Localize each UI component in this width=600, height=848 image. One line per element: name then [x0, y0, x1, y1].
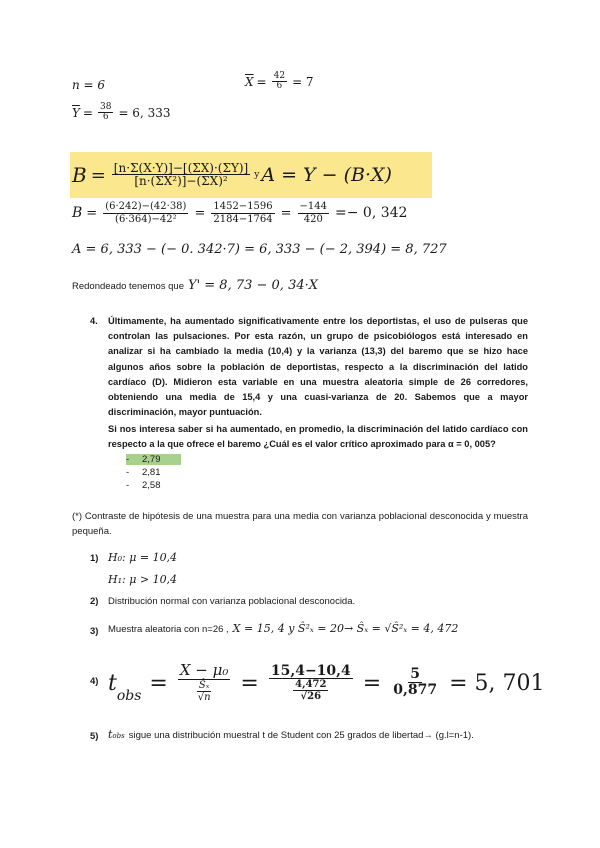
b-calculation: B = $\frac{(6\cdot 242)-(42\cdot 38)}{\text{(6·364)−42²}}$ = $\frac{1452-1596}{2184-1764}$ = $\frac{-144}{420}$ =− 0, 342: [72, 201, 408, 225]
xbar-numerator: 42: [273, 71, 286, 81]
t-values-den-num: 4,472: [295, 679, 327, 691]
b-calc-den-3: 420: [303, 213, 323, 225]
step-3-line: [108, 622, 458, 635]
b-calc-fraction-3: [298, 202, 329, 225]
b-calc-num-1: (6·242)−(42·38): [105, 201, 187, 212]
question-number: 4.: [90, 316, 98, 326]
a-formula: A = Y − (B·X): [261, 164, 392, 186]
t-general-denominator: [195, 680, 213, 703]
xbar-symbol: $\overline{X}$: [245, 75, 254, 90]
t-general-den-num: Ŝₓ: [198, 679, 210, 691]
t-general-numerator: X − μ₀: [179, 661, 229, 680]
step-4-number: 4): [90, 676, 99, 687]
xbar-denominator: 6: [276, 81, 283, 92]
ybar-denominator: 6: [102, 112, 109, 123]
answer-options: [126, 453, 181, 492]
step-2-text: Distribución normal con varianza poblacional desconocida.: [108, 596, 356, 607]
step-3-math: X = 15, 4 y Ŝ²ₓ = 20→ Ŝₓ = √Ŝ²ₓ = 4, 472: [232, 622, 459, 635]
t-general-den-den: √n: [197, 691, 211, 703]
step-5-t-symbol: t: [108, 728, 113, 741]
option-dash: -: [126, 480, 130, 491]
b-calc-result: =− 0, 342: [335, 205, 408, 222]
b-calc-num-2: 1452−1596: [213, 201, 273, 212]
rounded-line: [72, 278, 318, 293]
ybar-numerator: 38: [99, 102, 112, 112]
a-calculation: A = 6, 333 − (− 0. 342·7) = 6, 333 − (− 2, 394) = 8, 727: [72, 242, 447, 257]
option-value: 2,58: [142, 480, 161, 491]
step-5-text: sigue una distribución muestral t de Student con 25 grados de libertad→ (g.l=n-1).: [128, 730, 474, 741]
option-value: 2,81: [142, 467, 161, 478]
b-calc-fraction-2: [211, 202, 274, 225]
t-result-fraction: [391, 667, 439, 698]
step-3-number: 3): [90, 626, 99, 637]
option-dash: -: [126, 467, 130, 478]
t-result-numerator: 5: [410, 666, 421, 683]
b-calc-den-2: 2184−1764: [213, 213, 273, 225]
t-values-denominator: [291, 679, 330, 702]
t-result-denominator: 0,877: [393, 682, 438, 699]
b-formula-conjunction: y: [254, 170, 260, 180]
xbar-equation: $\overline{X}$ = $\frac{42}{6}$ = 7: [245, 71, 314, 92]
t-result-value: = 5, 701: [449, 670, 545, 696]
ybar-symbol: $\overline{Y}$: [72, 106, 80, 121]
hypothesis-h0: H₀: μ = 10,4: [108, 551, 178, 564]
t-values-den-den: √26: [300, 691, 322, 703]
b-calc-num-3: −144: [299, 201, 328, 212]
option-2-81[interactable]: [126, 466, 181, 479]
t-statistic-formula: t obs = $\frac{\text{X − μ₀}}{\frac{\text{Ŝₓ}}{√n}}$ = $\frac{15,4-10,4}{\frac{4,472}{√26}}$ = $\frac{5}{0,877}$ = 5, 701: [108, 661, 545, 704]
b-formula-denominator: [n·(ΣX²)]−(ΣX)²: [134, 174, 228, 189]
step-5-line: [108, 728, 474, 741]
step-1-number: 1): [90, 553, 99, 564]
hypothesis-h1: H₁: μ > 10,4: [108, 573, 178, 586]
b-calc-fraction-1: [103, 202, 188, 225]
t-general-fraction: [178, 663, 231, 703]
ybar-fraction: [98, 103, 113, 123]
option-2-58[interactable]: [126, 479, 181, 492]
rounded-equation: Y' = 8, 73 − 0, 34·X: [187, 278, 318, 293]
rounded-prefix: Redondeado tenemos que: [72, 281, 184, 292]
question-paragraph-2: Si nos interesa saber si ha aumentado, en promedio, la discriminación del latido cardíaco con respecto a la que ofrece el baremo ¿Cuál es el valor crítico aproximado para α = 0, 005?: [108, 424, 528, 450]
t-values-numerator: 15,4−10,4: [270, 662, 351, 679]
step-5-number: 5): [90, 731, 99, 742]
question-paragraph-1: Últimamente, ha aumentado significativamente entre los deportistas, el uso de pulseras que controlan las pulsaciones. Por esta razón, un grupo de psicobiólogos está interesado en analizar si ha cambiado la media (10,4) y la varianza (13,3) del baremo que se hizo hace algunos años sobre la población de deportistas, respecto a la discriminación del latido cardíaco (D). Midieron esta variable en una muestra aleatoria simple de 26 corredores, obteniendo una media de 15,4 y una cuasi-varianza de 20. Sabemos que a mayor discriminación, mayor puntuación.: [108, 316, 528, 418]
t-values-fraction: [269, 664, 353, 703]
explanation-intro: (*) Contraste de hipótesis de una muestra para una media con varianza poblacional desconocida y muestra pequeña.: [72, 511, 528, 537]
b-formula-numerator: [n·Σ(X·Y)]−[(ΣX)·(ΣY)]: [113, 160, 249, 175]
t-symbol: t: [108, 670, 117, 696]
xbar-result: = 7: [292, 75, 314, 90]
xbar-fraction: [272, 72, 287, 92]
b-formula-fraction: [112, 162, 250, 189]
step-2-number: 2): [90, 596, 99, 607]
t-subscript: obs: [116, 688, 142, 704]
b-formula-highlight: B = $\frac{[n\cdot\Sigma(X\cdot Y)]-[(\Sigma X)\cdot(\Sigma Y)]}{\text{[n·(ΣX²)]−(ΣX)²}}$ y A = Y − (B·X): [70, 152, 432, 198]
b-calc-den-1: (6·364)−42²: [115, 213, 177, 225]
option-dash: -: [126, 454, 130, 465]
option-value: 2,79: [142, 454, 161, 465]
n-equation: n = 6: [72, 78, 106, 92]
step-3-prefix: Muestra aleatoria con n=26 ,: [108, 624, 229, 635]
ybar-result: = 6, 333: [118, 106, 171, 121]
step-5-t-subscript: obs: [112, 732, 125, 740]
ybar-equation: $\overline{Y}$ = $\frac{38}{6}$ = 6, 333: [72, 102, 171, 123]
option-2-79[interactable]: [126, 453, 181, 466]
